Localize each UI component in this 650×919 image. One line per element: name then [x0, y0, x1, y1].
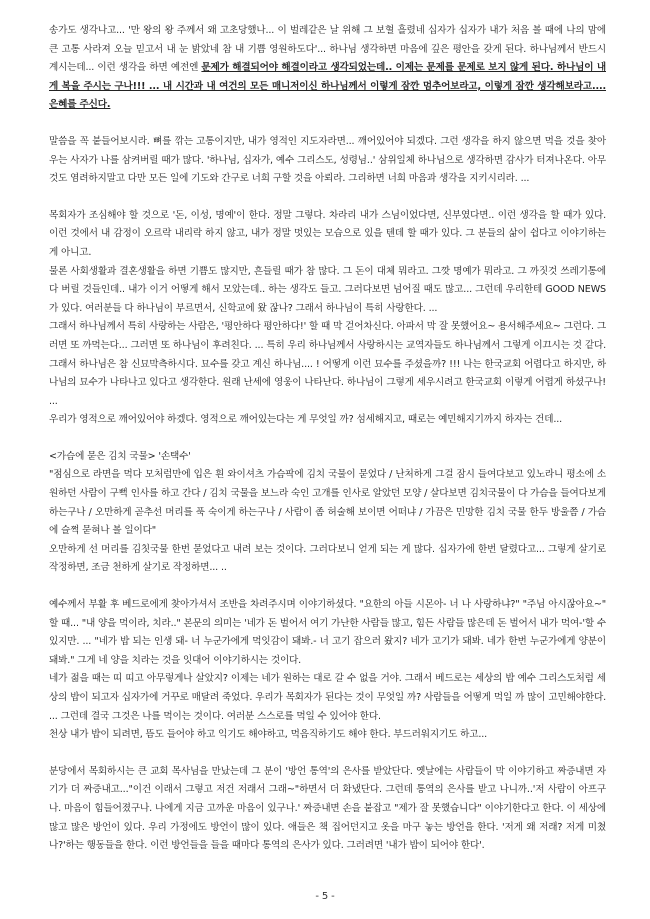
- page-number: - 5 -: [315, 891, 335, 903]
- paragraph-gap: [49, 745, 606, 763]
- paragraph-3: 목회자가 조심해야 할 것으로 '돈, 이성, 명예'이 한다. 정말 그렇다. 차라리 내가 스님이었다면, 신부였다면.. 이런 생각을 할 때가 있다. 이런 것에서 내 감정이 오르락 내리락 하지 않고, 내가 정말 멋있는 모습으로 있을 텐데 할 때가 있다. 그 분들의 삶이 쉽다고 이야기하는게 아니고. 물론 사회생활과 결혼생활을 하면 기쁨도 많지만, 흔들릴 때가 참 많다. 그 돈이 대체 뭐라고. 그깟 명예가 뭐라고. 그 까짓것 쓰레기통에 다 버릴 것들인데.. 내가 이거 어떻게 해서 모았는데.. 하는 생각도 들고. 그러다보면 넘어질 때도 많고... 그런데 우리한테 GOOD NEWS가 있다. 여러분들 다 하나님이 부르면서, 신학교에 왔 잖나? 그래서 하나님이 특히 사랑한다. ... 그래서 하나님께서 특히 사랑하는 사람은, '평안하다 평안하다!' 할 때 막 걷어차신다. 아파서 막 잘 못했어요~ 용서해주세요~ 그런다. 그러면 또 까먹는다... 그러면 또 하나님이 후려친다. ... 특히 우리 하나님께서 사랑하시는 교역자들도 하나님께서 그렇게 이끄시는 것 같다. 그래서 하나님은 참 신묘막측하시다. 묘수를 갖고 계신 하나님.... ! 어떻게 이런 묘수를 주셨을까? !!! 나는 한국교회 어렵다고 하지만, 하나님의 묘수가 나타나고 있다고 생각한다. 원래 난세에 영웅이 나타난다. 하나님이 그렇게 세우시려고 한국교회 이렇게 어렵게 하셨구나! ... 우리가 영적으로 깨어있어야 하겠다. 영적으로 깨어있는다는 게 무엇일 까? 섬세해지고, 때로는 예민해지기까지 하자는 건데...: [49, 209, 606, 426]
- paragraph-gap: [49, 189, 606, 207]
- paragraph-gap: [49, 578, 606, 596]
- paragraph-gap: [49, 115, 606, 133]
- paragraph-2: 말씀을 꼭 붙들어보시라. 뼈를 깎는 고통이지만, 내가 영적인 지도자라면... 깨어있어야 되겠다. 그런 생각을 하지 않으면 먹을 것을 찾아 우는 사자가 나를 삼켜버릴 때가 많다. '하나님, 십자가, 예수 그리스도, 성령님..' 삼위일체 하나님으로 생각하면 감사가 터져나온다. 아무것도 염려하지말고 다만 모든 일에 기도와 간구로 너희 구할 것을 아뢰라. 그리하면 너희 마음과 생각을 지키시리라. ...: [49, 135, 606, 185]
- paragraph-1-emphasis: 문제가 해결되어야 해결이라고 생각되었는데.. 이제는 문제를 문제로 보지 않게 된다. 하나님이 내게 복을 주시는 구나!!! ... 내 시간과 내 여건의 모든 매니저이신 하나님께서 이렇게 잠깐 멈추어보라고, 이렇게 잠깐 생각해보라고.... 은혜를 주신다.: [49, 62, 606, 111]
- paragraph-gap: [49, 430, 606, 448]
- paragraph-6: 분당에서 목회하시는 큰 교회 목사님을 만났는데 그 분이 '방언 통역'의 은사를 받았단다. 옛날에는 사람들이 막 이야기하고 짜증내면 자기가 더 짜증내고..."이건 이래서 그렇고 저건 저래서 그래~"하면서 더 화냈단다. 그런데 통역의 은사를 받고 나니까..'저 사람이 아프구나. 마음이 힘들어졌구나. 나에게 지금 고까운 마음이 있구나.' 짜증내면 손을 붙잡고 "제가 잘 못했습니다" 이야기한다고 한다. 이 세상에 많고 많은 방언이 있다. 우리 가정에도 방언이 많이 있다. 애들은 책 집어던지고 옷을 마구 놓는 방언을 한다. '저게 왜 저래? 저게 미쳤나?'하는 행동들을 한다. 이런 방언들을 들을 때마다 통역의 은사가 있다. 그러려면 '내가 밥이 되어야 한다'.: [49, 765, 606, 852]
- paragraph-1-text: 송가도 생각나고... '만 왕의 왕 주께서 왜 고초당했나... 이 벌레같은 날 위해 그 보혈 흘렸네 십자가 십자가 내가 처음 볼 때에 나의 맘에 큰 고통 사라져 오늘 믿고서 내 눈 밝았네 참 내 기쁨 영원하도다'... 하나님 생각하면 마음에 깊은 평안을 갖게 된다. 하나님께서 반드시 계시는데... 이런 생각을 하면 예전엔: [49, 25, 606, 74]
- paragraph-1: [49, 22, 606, 115]
- paragraph-5: 예수께서 부활 후 베드로에게 찾아가셔서 조반을 차려주시며 이야기하셨다. "요한의 아들 시몬아- 너 나 사랑하냐?" "주님 아시잖아요~" 할 때... "내 양을 먹이라, 치라.." 본문의 의미는 '네가 돈 벌어서 여기 가난한 사람들 많고, 힘든 사람들 많은데 돈 벌어서 내가 먹여-'할 수 있지만. ... "네가 밥 되는 인생 돼- 너 누군가에게 먹잇감이 돼봐.- 너 고기 잡으러 왔지? 네가 고기가 돼봐. 네가 한번 누군가에게 양분이 돼봐." 그게 네 양을 치라는 것을 잇대어 이야기하시는 것이다. 네가 젊을 때는 띠 띠고 아무렇게나 살았지? 이제는 네가 원하는 대로 갈 수 없을 거야. 그래서 베드로는 세상의 밥 예수 그리스도처럼 세상의 밥이 되고자 십자가에 거꾸로 매달려 죽었다. 우리가 목회자가 된다는 것이 무엇일 까? 사람들을 어떻게 먹일 까 많이 고민해야한다. ... 그런데 결국 그것은 나를 먹이는 것이다. 여러분 스스로를 먹일 수 있어야 한다. 천상 내가 밥이 되려면, 뜸도 들어야 하고 익기도 해야하고, 먹음직하기도 해야 한다. 부드러워지기도 하고...: [49, 599, 606, 741]
- paragraph-4-poem: <가슴에 묻은 김치 국물> '손택수' "점심으로 라면을 먹다 모처럼만에 입은 흰 와이셔츠 가슴팍에 김치 국물이 묻었다 / 난처하게 그걸 잠시 들여다보고 있노라니 평소에 소원하던 사람이 구뻑 인사를 하고 간다 / 김치 국물을 보느라 숙인 고개를 인사로 알았던 모양 / 살다보면 김치국물이 다 가슴을 들여다보게 하는구나 / 오만하게 곧추선 머리를 푹 숙이게 하는구나 / 사람이 좀 허술해 보이면 어떠냐 / 가끔은 민망한 김치 국물 한두 방울쯤 / 가슴에 슬쩍 묻혀나 볼 일이다" 오만하게 선 머리를 김칫국물 한번 묻었다고 내려 보는 것이다. 그러다보니 얻게 되는 게 많다. 십자가에 한번 달렸다고... 그렇게 살기로 작정하면, 조금 천하게 살기로 작정하면... ..: [49, 450, 606, 574]
